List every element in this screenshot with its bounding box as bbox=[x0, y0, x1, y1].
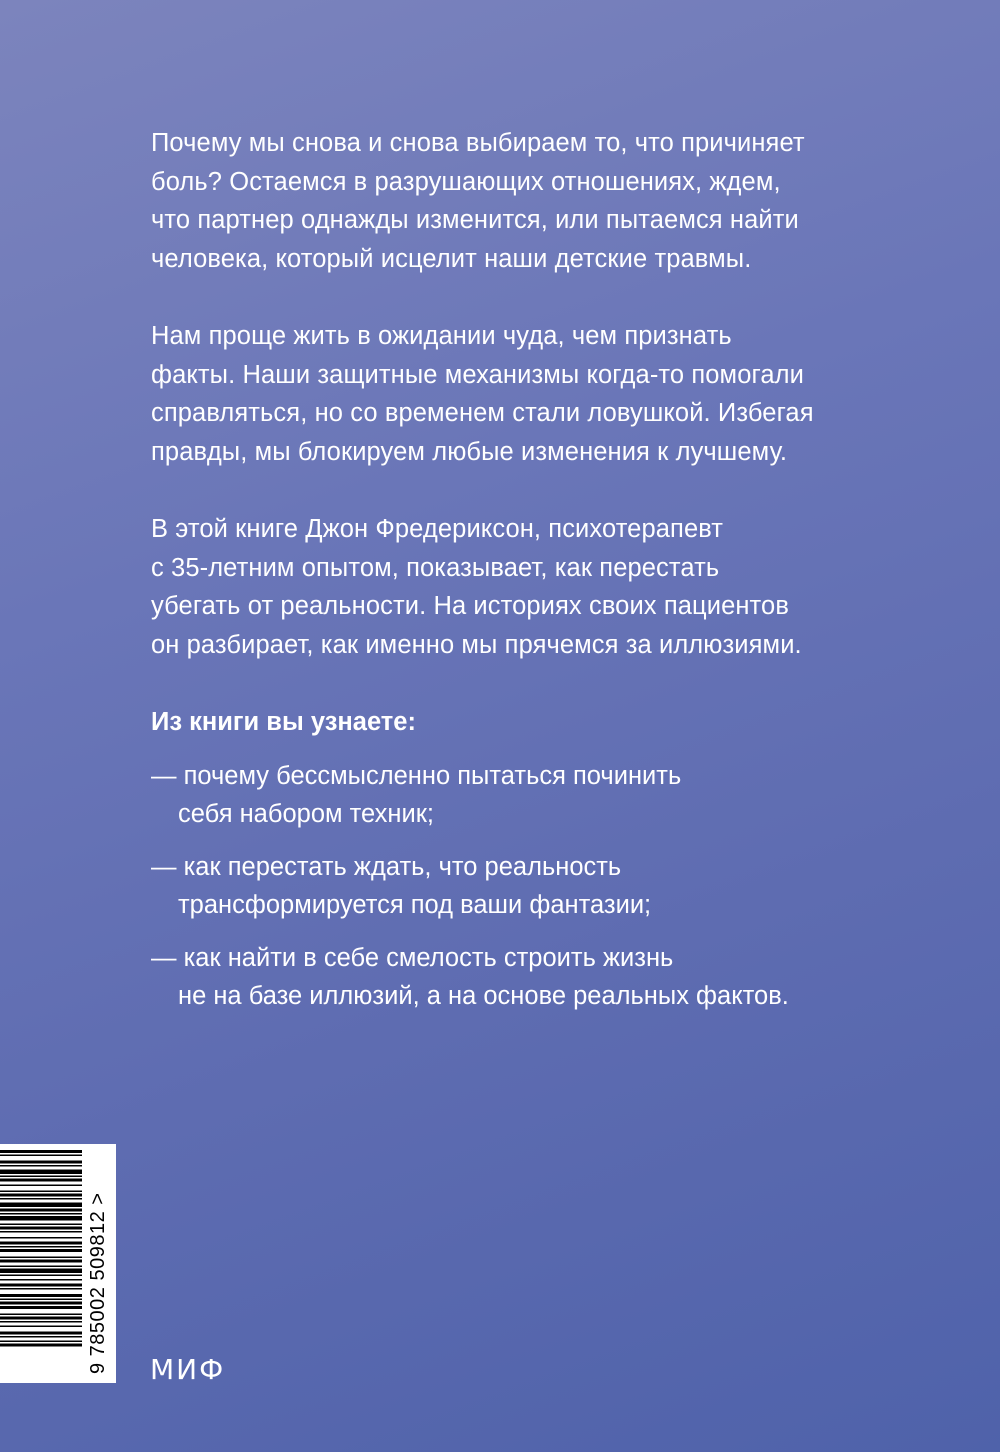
barcode-bar bbox=[0, 1336, 82, 1338]
back-cover-text bbox=[151, 124, 911, 1030]
barcode-bar bbox=[0, 1294, 82, 1297]
barcode-bar bbox=[0, 1150, 82, 1153]
barcode-bar bbox=[0, 1227, 82, 1230]
barcode-bar bbox=[0, 1279, 82, 1281]
barcode-bar bbox=[0, 1191, 82, 1193]
text-line: он разбирает, как именно мы прячемся за иллюзиями. bbox=[151, 630, 802, 659]
text-line: — почему бессмысленно пытаться починить bbox=[151, 761, 682, 790]
text-line: факты. Наши защитные механизмы когда-то помогали bbox=[151, 360, 804, 389]
barcode-bar bbox=[0, 1317, 82, 1320]
barcode-bar bbox=[0, 1209, 82, 1212]
text-line: — как найти в себе смелость строить жизнь bbox=[151, 943, 674, 972]
barcode-bar bbox=[0, 1246, 82, 1248]
text-line: убегать от реальности. На историях своих пациентов bbox=[151, 592, 789, 620]
text-line: боль? Остаемся в разрушающих отношениях, ждем, bbox=[151, 167, 781, 196]
barcode-bar bbox=[0, 1288, 82, 1290]
text-line: человека, который исцелит наши детские травмы. bbox=[151, 244, 752, 273]
learn-heading: Из книги вы узнаете: bbox=[151, 708, 416, 736]
barcode-bar bbox=[0, 1165, 82, 1167]
barcode-bar bbox=[0, 1341, 82, 1343]
barcode-bar bbox=[0, 1299, 82, 1301]
text-line: В этой книге Джон Фредериксон, психотерапевт bbox=[151, 515, 724, 543]
barcode-bar bbox=[0, 1344, 82, 1347]
barcode-bar bbox=[0, 1161, 82, 1164]
barcode-bar bbox=[0, 1257, 82, 1259]
barcode-bar bbox=[0, 1321, 82, 1323]
barcode-bar bbox=[0, 1302, 82, 1305]
barcode-bar bbox=[0, 1176, 82, 1178]
isbn-barcode bbox=[0, 1144, 116, 1383]
barcode-bar bbox=[0, 1224, 82, 1226]
text-line: с 35-летним опытом, показывает, как перестать bbox=[151, 553, 720, 582]
list-item bbox=[151, 848, 911, 925]
barcode-bar bbox=[0, 1179, 82, 1182]
barcode-bar bbox=[0, 1155, 82, 1157]
barcode-bar bbox=[0, 1249, 82, 1252]
barcode-bar bbox=[0, 1269, 82, 1274]
list-item bbox=[151, 939, 911, 1016]
barcode-bar bbox=[0, 1275, 82, 1277]
barcode-bar bbox=[0, 1216, 82, 1221]
barcode-bar bbox=[0, 1237, 82, 1239]
barcode-bar bbox=[0, 1198, 82, 1200]
barcode-bar bbox=[0, 1213, 82, 1215]
barcode-graphic bbox=[0, 1144, 116, 1383]
barcode-bar bbox=[0, 1185, 82, 1187]
text-line: — как перестать ждать, что реальность bbox=[151, 852, 622, 881]
barcode-bar bbox=[0, 1284, 82, 1287]
text-line: правды, мы блокируем любые изменения к лучшему. bbox=[151, 437, 788, 466]
text-line: не на базе иллюзий, а на основе реальных фактов. bbox=[178, 982, 789, 1010]
barcode-bar bbox=[0, 1332, 82, 1335]
list-item bbox=[151, 757, 911, 834]
paragraph-defenses bbox=[151, 317, 911, 471]
barcode-bar bbox=[0, 1231, 82, 1233]
barcode-bar bbox=[0, 1314, 82, 1316]
publisher-logo: МИФ bbox=[150, 1353, 226, 1386]
barcode-bar bbox=[0, 1170, 82, 1175]
learn-list bbox=[151, 757, 911, 1016]
barcode-digits: 9 785002 509812 > bbox=[87, 1192, 109, 1374]
barcode-bar bbox=[0, 1266, 82, 1268]
paragraph-intro bbox=[151, 124, 911, 278]
text-line: что партнер однажды изменится, или пытаемся найти bbox=[151, 206, 799, 234]
text-line: Нам проще жить в ожидании чуда, чем признать bbox=[151, 322, 732, 350]
text-line: себя набором техник; bbox=[178, 800, 434, 828]
barcode-bar bbox=[0, 1326, 82, 1328]
text-line: трансформируется под ваши фантазии; bbox=[178, 891, 652, 919]
barcode-bar bbox=[0, 1242, 82, 1245]
barcode-bar bbox=[0, 1260, 82, 1263]
text-line: справляться, но со временем стали ловушкой. Избегая bbox=[151, 399, 814, 427]
text-line: Почему мы снова и снова выбираем то, что причиняет bbox=[151, 129, 805, 157]
barcode-bar bbox=[0, 1194, 82, 1197]
barcode-bar bbox=[0, 1306, 82, 1309]
barcode-bar bbox=[0, 1203, 82, 1208]
paragraph-author bbox=[151, 510, 911, 664]
